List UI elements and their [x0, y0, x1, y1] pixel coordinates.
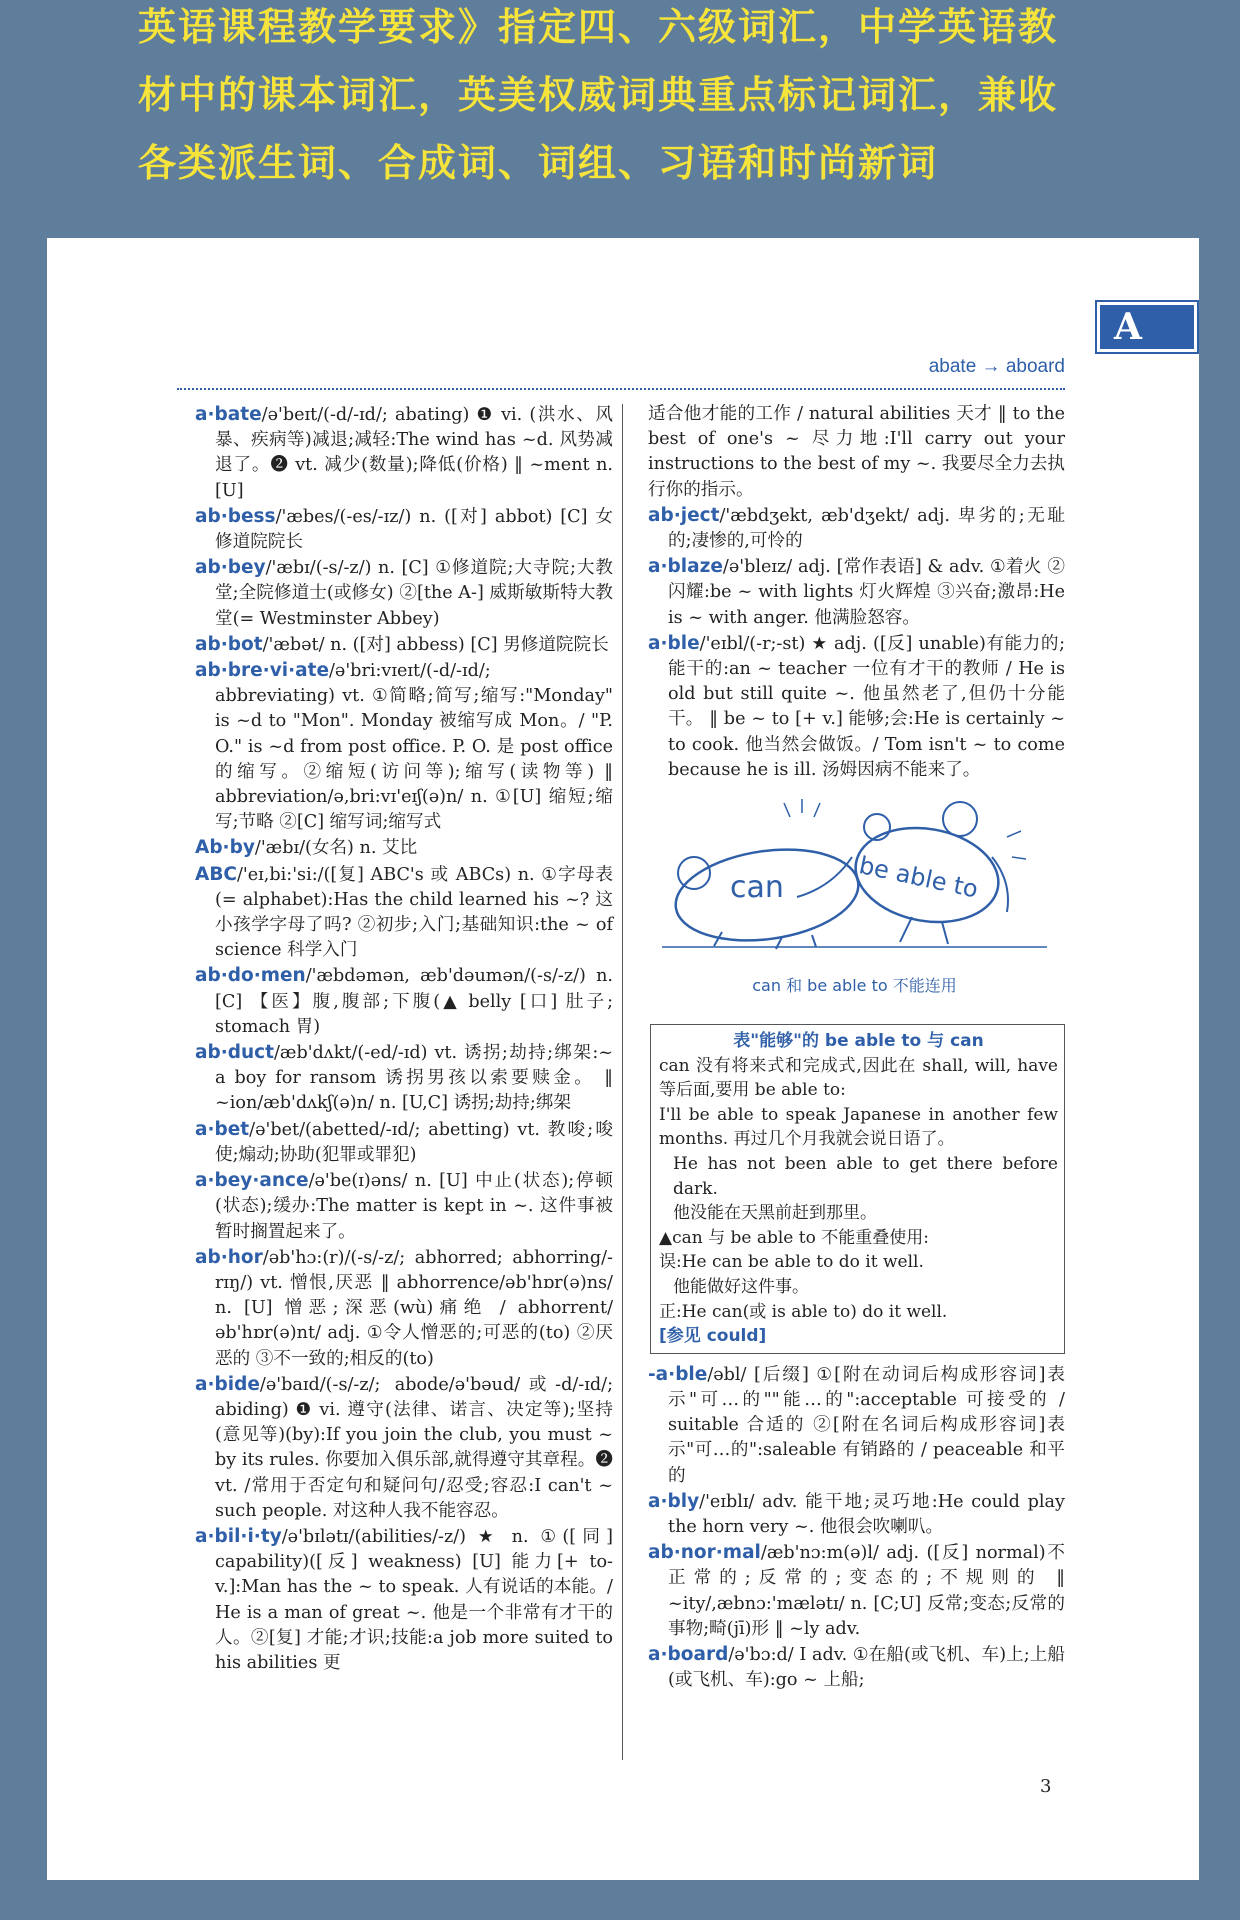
dictionary-entry: [195, 1245, 613, 1372]
entry-definition: /æb'nɔ:m(ə)l/ adj. ([反] normal)不正常的;反常的;变态的;不规则的 ‖ ~ity/,æbnɔ:'mælətɪ/ n. [C;U] 反常;变态;反常的事物;畸(jī)形 ‖ ~ly adv.: [668, 1543, 1065, 1639]
banner-line-1: 英语课程教学要求》指定四、六级词汇，中学英语教: [138, 5, 1059, 49]
dictionary-entry: [195, 1372, 613, 1524]
entry-headword: ab·ject: [648, 504, 720, 526]
usage-line: 他能做好这件事。: [673, 1276, 809, 1297]
usage-note-title: 表"能够"的 be able to 与 can: [733, 1031, 984, 1052]
letter-tab: A: [1097, 302, 1197, 352]
cartoon-drawing: [662, 797, 1047, 972]
entry-headword: ab·bot: [195, 633, 263, 655]
dictionary-entry: [195, 862, 613, 964]
dictionary-entry: [195, 632, 613, 658]
dictionary-entry: [648, 1540, 1065, 1642]
entry-headword: a·ble: [648, 632, 700, 654]
entry-definition: /'eɪ,bi:'si:/([复] ABC's 或 ABCs) n. ①字母表(= alphabet):Has the child learned his ~? 这小孩学字母了吗? ②初步;入门;基础知识:the ~ of science 科学入门: [215, 864, 613, 961]
dictionary-entry: [195, 1168, 613, 1245]
entry-headword: ABC: [195, 863, 237, 885]
entry-headword: a·bil·i·ty: [195, 1525, 282, 1547]
usage-line: 正:He can(或 is able to) do it well.: [659, 1301, 948, 1322]
entry-headword: a·board: [648, 1644, 729, 1665]
dictionary-entry: [648, 503, 1065, 554]
entry-definition: /ə'bri:vɪeɪt/(-d/-ɪd/; abbreviating) vt. ①简略;简写;缩写:"Monday" is ~d to "Mon". Monday 被缩写成 Mon。/ "P. O." is ~d from post office. P. O. 是 post office 的缩写。②缩短(访问等);缩写(读物等) ‖ abbreviation/ə,bri:vɪ'eɪʃ(ə)n/ n. ①[U] 缩短;缩写;节略 ②[C] 缩写词;缩写式: [215, 661, 613, 833]
continued-text: 适合他才能的工作 / natural abilities 天才 ‖ to the best of one's ~ 尽力地:I'll carry out your instructions to the best of my ~. 我要尽全力去执行你的指示。: [648, 404, 1065, 500]
dictionary-entry: [195, 1117, 613, 1168]
promo-banner: [0, 0, 1240, 240]
entry-definition: /ə'bɔ:d/ Ⅰ adv. ①在船(或飞机、车)上;上船(或飞机、车):go ~ 上船;: [668, 1645, 1065, 1691]
dictionary-entry: [648, 631, 1065, 783]
entry-definition: /'æbes/(-es/-ɪz/) n. ([对] abbot) [C] 女修道院院长: [215, 506, 613, 553]
entry-headword: ab·bey: [195, 557, 266, 579]
figure-caption: can 和 be able to 不能连用: [752, 976, 957, 996]
usage-line: ▲can 与 be able to 不能重叠使用:: [659, 1227, 929, 1248]
entry-definition: /'eɪbl/(-r;-st) ★ adj. ([反] unable)有能力的;能干的:an ~ teacher 一位有才干的教师 / He is old but still quite ~. 他虽然老了,但仍十分能干。 ‖ be ~ to [+ v.] 能够;会:He is certainly ~ to cook. 他当然会做饭。/ Tom isn't ~ to come because he is ill. 汤姆因病不能来了。: [668, 633, 1065, 780]
usage-line: 误:He can be able to do it well.: [659, 1252, 924, 1273]
dictionary-entry: [648, 554, 1065, 631]
cartoon-label-be-able-to: be able to: [856, 851, 981, 904]
dictionary-entry: [195, 555, 613, 632]
running-head: abate → aboard: [928, 356, 1065, 377]
entry-definition: /'æbɪ/(女名) n. 艾比: [254, 838, 418, 859]
dictionary-entry: [195, 402, 613, 504]
dictionary-entry: [648, 1489, 1065, 1540]
entry-headword: ab·hor: [195, 1246, 263, 1268]
usage-line: He has not been able to get there before dark.: [673, 1154, 1058, 1199]
entry-headword: a·bate: [195, 404, 262, 425]
entry-headword: a·bet: [195, 1118, 250, 1140]
entry-definition: /ə'beɪt/(-d/-ɪd/; abating) ❶ vi. (洪水、风暴、疾病等)减退;减轻:The wind has ~d. 风势减退了。❷ vt. 减少(数量);降低(价格) ‖ ~ment n. [U]: [215, 405, 613, 501]
right-column: [648, 402, 1065, 1693]
entry-headword: ab·bre·vi·ate: [195, 660, 329, 682]
dictionary-entry: [195, 1524, 613, 1676]
usage-line: I'll be able to speak Japanese in another few months. 再过几个月我就会说日语了。: [659, 1104, 1058, 1150]
cartoon-label-can: can: [730, 870, 784, 906]
entry-headword: -a·ble: [648, 1363, 708, 1385]
entry-definition: /æb'dʌkt/(-ed/-ɪd) vt. 诱拐;劫持;绑架:~ a boy for ransom 诱拐男孩以索要赎金。 ‖ ~ion/æb'dʌkʃ(ə)n/ n. [U,C] 诱拐;劫持;绑架: [215, 1043, 613, 1114]
entry-definition: /'æbdəmən, æb'dəumən/(-s/-z/) n. [C] 【医】腹,腹部;下腹(▲ belly [口] 肚子; stomach 胃): [215, 966, 613, 1037]
entry-headword: a·bey·ance: [195, 1170, 309, 1192]
entry-headword: ab·duct: [195, 1042, 274, 1064]
entry-headword: ab·nor·mal: [648, 1542, 761, 1564]
entry-definition: /'æbɪ/(-s/-z/) n. [C] ①修道院;大寺院;大教堂;全院修道士(或修女) ②[the A-] 威斯敏斯特大教堂(= Westminster Abbey): [215, 558, 613, 629]
entry-definition: /ə'bɪlətɪ/(abilities/-z/) ★ n. ①([同] capability)([反] weakness) [U] 能力[+ to-v.]:Man has the ~ to speak. 人有说话的本能。/ He is a man of great ~. 他是一个非常有才干的人。②[复] 才能;才识;技能:a job more suited to his abilities 更: [215, 1526, 613, 1673]
entry-headword: a·bide: [195, 1373, 260, 1395]
cartoon-illustration: [662, 797, 1047, 1012]
usage-crossref: [参见 could]: [659, 1326, 767, 1347]
dictionary-entry: [195, 658, 613, 835]
dictionary-entry: [195, 963, 613, 1040]
entry-headword: a·bly: [648, 1490, 700, 1512]
entry-definition: /ə'be(ɪ)əns/ n. [U] 中止(状态);停顿(状态);缓办:The matter is kept in ~. 这件事被暂时搁置起来了。: [215, 1171, 613, 1242]
banner-line-2: 材中的课本词汇，英美权威词典重点标记词汇，兼收: [138, 73, 1059, 117]
entry-definition: /ə'baɪd/(-s/-z/; abode/ə'bəud/或-d/-ɪd/; abiding) ❶ vi. 遵守(法律、诺言、决定等);坚持(意见等)(by):If you join the club, you must ~ by its rules. 你要加入俱乐部,就得遵守其章程。❷ vt. /常用于否定句和疑问句/忍受;容忍:I can't ~ such people. 对这种人我不能容忍。: [215, 1374, 613, 1521]
entry-definition: /ə'bleɪz/ adj. [常作表语] & adv. ①着火 ②闪耀:be ~ with lights 灯火辉煌 ③兴奋;激昂:He is ~ with anger. 他满脸怒容。: [668, 557, 1065, 628]
entry-headword: Ab·by: [195, 837, 255, 859]
usage-note-box: [650, 1024, 1065, 1354]
dictionary-entry: [195, 1040, 613, 1117]
dictionary-entry: [648, 1642, 1065, 1693]
dictionary-entry: [195, 835, 613, 861]
dictionary-entry: [195, 504, 613, 555]
banner-line-3: 各类派生词、合成词、词组、习语和时尚新词: [138, 141, 939, 185]
entry-headword: ab·bess: [195, 505, 276, 527]
usage-line: 他没能在天黑前赶到那里。: [673, 1203, 877, 1224]
page-number: 3: [1040, 1776, 1052, 1797]
entry-definition: /'æbət/ n. ([对] abbess) [C] 男修道院院长: [262, 634, 609, 655]
usage-line: can 没有将来式和完成式,因此在 shall, will, have 等后面,要用 be able to:: [659, 1055, 1058, 1101]
entry-definition: /əb'hɔ:(r)/(-s/-z/; abhorred; abhorring/-rɪŋ/) vt. 憎恨,厌恶 ‖ abhorrence/əb'hɒr(ə)ns/ n. [U] 憎恶;深恶(wù)痛绝 / abhorrent/əb'hɒr(ə)nt/ adj. ①令人憎恶的;可恶的(to) ②厌恶的 ③不一致的;相反的(to): [215, 1247, 613, 1369]
column-divider: [622, 404, 623, 1760]
entry-definition: /'eɪblɪ/ adv. 能干地;灵巧地:He could play the horn very ~. 他很会吹喇叭。: [668, 1491, 1065, 1537]
entry-definition: /ə'bet/(abetted/-ɪd/; abetting) vt. 教唆;唆使;煽动;协助(犯罪或罪犯): [215, 1119, 613, 1165]
dictionary-entry: [648, 1362, 1065, 1489]
entry-definition: /əbl/ [后缀] ①[附在动词后构成形容词]表示"可…的""能…的":acceptable 可接受的 / suitable 合适的 ②[附在名词后构成形容词]表示"可…的":saleable 有销路的 / peaceable 和平的: [668, 1364, 1065, 1486]
entry-headword: ab·do·men: [195, 965, 306, 987]
header-dotted-rule: [177, 388, 1065, 390]
left-column: [195, 402, 613, 1676]
entry-definition: /'æbdʒekt, æb'dʒekt/ adj. 卑劣的;无耻的;凄惨的,可怜的: [668, 505, 1065, 552]
entry-headword: a·blaze: [648, 556, 723, 578]
